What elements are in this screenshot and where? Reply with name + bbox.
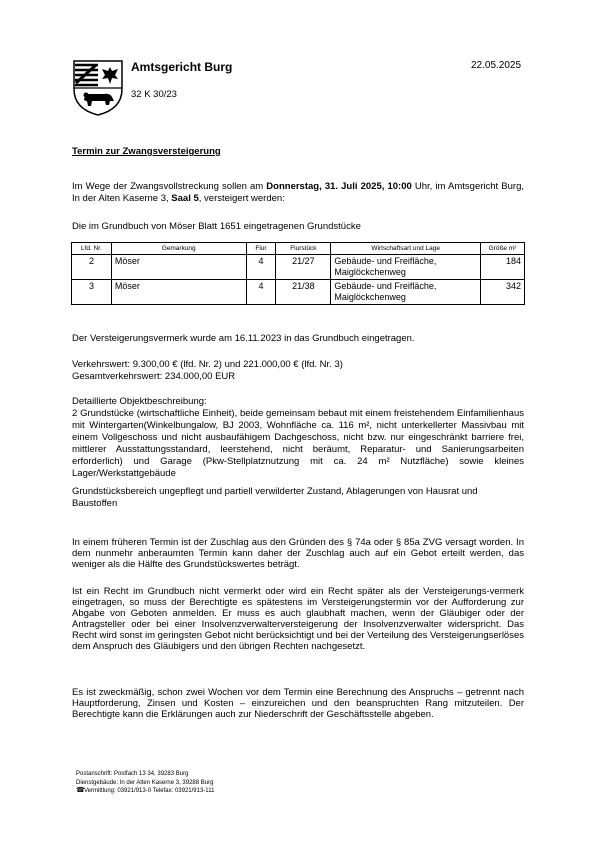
paragraph-rechte: Ist ein Recht im Grundbuch nicht vermerkt oder wird ein Recht später als der Versteigerungs-vermerk eingetragen, so muss der Berechtigte es spätestens im Versteigerungstermin vor der Aufforderung zur Abgabe von Geboten anmelden. Er muss es auch glaubhaft machen, wenn der Gläubiger oder der Antragsteller oder bei einer Insolvenzverwalterversteigerung der Insolvenzverwalter widerspricht. Das Recht wird sonst im geringsten Gebot nicht berücksichtigt und bei der Verteilung des Versteigerungserlöses dem Anspruch des Gläubigers und den übrigen Rechten nachgesetzt. [72, 586, 524, 652]
intro-text-1: Im Wege der Zwangsvollstreckung sollen am [72, 181, 267, 192]
intro-text-3: , versteigert werden: [198, 193, 285, 204]
document-title: Termin zur Zwangsversteigerung [72, 146, 221, 157]
table-row [72, 280, 525, 305]
cell-flur: 4 [246, 280, 276, 305]
footer-phone-line [76, 787, 214, 796]
coat-of-arms-icon [72, 59, 124, 117]
description-text-2: Grundstücksbereich ungepflegt und partiell verwilderter Zustand, Ablagerungen von Hausrat und Baustoffen [72, 486, 478, 509]
footer-phone: Vermittlung: 03921/913-0 Telefax: 03921/913-111 [84, 788, 215, 794]
register-line: Die im Grundbuch von Möser Blatt 1651 eingetragenen Grundstücke [72, 221, 361, 232]
cell-wirtschaftsart: Gebäude- und Freifläche, Maiglöckchenweg [331, 255, 481, 280]
paragraph-zuschlag: In einem früheren Termin ist der Zuschlag aus den Gründen des § 74a oder § 85a ZVG versagt worden. In dem nunmehr anberaumten Termin kann daher der Zuschlag auch auf ein Gebot erteilt werden, das weniger als die Hälfte des Grundstückswertes beträgt. [72, 537, 524, 570]
column-header: Wirtschaftsart und Lage [331, 243, 481, 255]
vermerk-note: Der Versteigerungsvermerk wurde am 16.11.2023 in das Grundbuch eingetragen. [72, 333, 415, 344]
cell-groesse: 342 [481, 280, 525, 305]
intro-text-2: Uhr, im Amtsgericht Burg, In der Alten Kaserne 3, [72, 181, 525, 204]
table-row [72, 255, 525, 280]
cell-gemarkung: Möser [111, 280, 246, 305]
auction-room: Saal 5 [171, 193, 199, 204]
court-name: Amtsgericht Burg [131, 60, 233, 74]
column-header: Lfd. Nr. [72, 243, 112, 255]
column-header: Größe m² [481, 243, 525, 255]
cell-flurstueck: 21/27 [276, 255, 331, 280]
description-text: 2 Grundstücke (wirtschaftliche Einheit), beide gemeinsam bebaut mit einem freistehendem Einfamilienhaus mit Wintergarten(Winkelbungalow, BJ 2003, Wohnfläche ca. 116 m², nicht unterkellerter Massivbau mit einem Vollgeschoss und nicht ausbaufähigem Dachgeschoss, nicht bzw. nur eingeschränkt barriere frei, mittlerer Ausstattungsstandard, leerstehend, nicht beräumt, Reparatur- und Sanierungsarbeiten erforderlich) und Garage (Pkw-Stellplatznutzung mit ca. 24 m² Nutzfläche) sowie kleines Lager/Werkstattgebäude [72, 408, 524, 479]
cell-nr: 2 [72, 255, 112, 280]
column-header: Flur [246, 243, 276, 255]
footer-building: Dienstgebäude: In der Alten Kaserne 3, 39288 Burg [76, 779, 214, 786]
paragraph-berechnung: Es ist zweckmäßig, schon zwei Wochen vor dem Termin eine Berechnung des Anspruchs – getrennt nach Hauptforderung, Zinsen und Kosten – einzureichen und den beanspruchten Rang mitzuteilen. Der Berechtigte kann die Erklärungen auch zur Niederschrift der Geschäftsstelle abgeben. [72, 687, 524, 720]
verkehrswert-line: Verkehrswert: 9.300,00 € (lfd. Nr. 2) und 221.000,00 € (lfd. Nr. 3) [72, 359, 343, 370]
cell-flur: 4 [246, 255, 276, 280]
footer [76, 770, 214, 796]
gesamtverkehrswert-line: Gesamtverkehrswert: 234.000,00 EUR [72, 371, 236, 382]
intro-paragraph [72, 181, 524, 205]
cell-wirtschaftsart: Gebäude- und Freifläche, Maiglöckchenweg [331, 280, 481, 305]
table-header-row [72, 243, 525, 255]
case-number: 32 K 30/23 [131, 89, 177, 100]
phone-icon: ☎ [76, 787, 85, 794]
cell-flurstueck: 21/38 [276, 280, 331, 305]
footer-postal: Postanschrift: Postfach 13 34, 39283 Burg [76, 771, 189, 777]
cell-nr: 3 [72, 280, 112, 305]
description-heading: Detaillierte Objektbeschreibung: [72, 396, 207, 407]
cell-gemarkung: Möser [111, 255, 246, 280]
column-header: Gemarkung [111, 243, 246, 255]
cell-groesse: 184 [481, 255, 525, 280]
auction-date: Donnerstag, 31. Juli 2025, 10:00 [266, 181, 412, 192]
plots-table [71, 242, 525, 305]
document-date: 22.05.2025 [471, 60, 522, 71]
column-header: Flurstück [276, 243, 331, 255]
